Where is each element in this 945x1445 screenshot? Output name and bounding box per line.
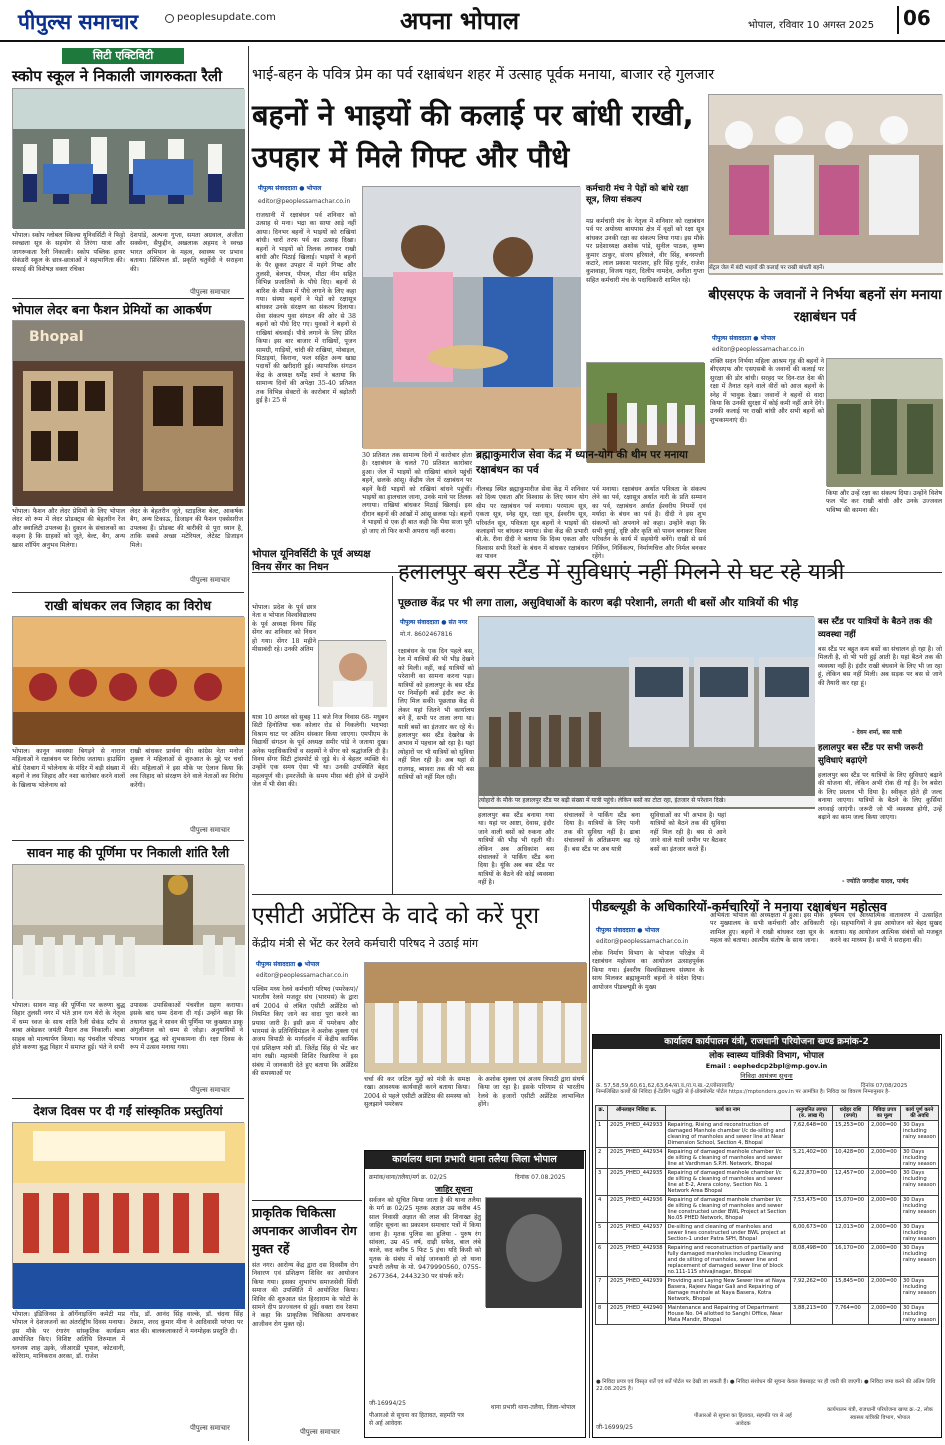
tender-cell: 6,22,870=00: [791, 1169, 833, 1196]
jail-caption: सेंट्रल जेल में बंदी भाइयों की कलाई पर राखी बांधती बहनें।: [709, 263, 943, 273]
bus-side1-title: बस स्टैंड पर यात्रियों के बैठने तक की व्यवस्था नहीं: [818, 617, 933, 640]
tender-cell: De-silting and cleaning of manholes and sewer lines constructed under BWL project at Section-1 under Patra SPH, Bhopal: [665, 1223, 791, 1244]
tender-cell: 2,000=00: [869, 1304, 901, 1325]
tender-row: [596, 1244, 939, 1277]
lovejihad-headline: राखी बांधकर लव जिहाद का विरोध: [44, 599, 212, 614]
police-notice: [364, 1150, 586, 1438]
tender-col-header: कार्य का नाम: [665, 1106, 791, 1121]
dateline: भोपाल, रविवार 10 अगस्त 2025: [748, 20, 875, 31]
leather-photo: [12, 320, 244, 505]
tender-cell: 2025_PHED_442935: [608, 1169, 666, 1196]
tender-cell: 7,92,262=00: [791, 1277, 833, 1304]
pwd-byline: पीपुल्स संवाददाता ● भोपाल: [596, 927, 660, 934]
leather-body-1: भोपाल। फैशन और लेदर प्रेमियों के लिए भोपाल लेदर शो रूम में लेदर प्रोडक्ट्स की बेहतरीन रेंज और क्वालिटी उपलब्ध है। दुकान के संचालकों का कहना है कि ग्राहकों को जूते, बेल्ट, बैग, अन्य खास शॉपिंग अनुभव मिलेगा।: [12, 508, 125, 549]
act-byline: पीपुल्स संवाददाता ● भोपाल: [256, 961, 320, 968]
tender-cell: 12,013=00: [833, 1223, 869, 1244]
tender-cell: 2,000=00: [869, 1277, 901, 1304]
shanti-body-1: भोपाल। सावन माह की पूर्णिमा पर करुणा बुद्ध विहार तुलसी नगर में भंते ज्ञान रत्न थेरो के नेतृत्व में धम्म ध्वज के साथ शांति रैली सेकंड स्टॉप से बाबा अंबेडकर जयंती मैदान तक निकाली। बाबा साहब को माल्यार्पण किया। यह पंचशील परिपाठ होते करुणा बुद्ध विहार में समाप्त हुई। भंते ने सभी: [12, 1002, 125, 1052]
tender-cell: 1: [596, 1121, 608, 1148]
lovejihad-photo: [12, 616, 244, 744]
vinay-portrait: [319, 641, 387, 707]
divider: [252, 894, 942, 895]
masthead: [0, 0, 945, 42]
tender-cell: 2,000=00: [869, 1244, 901, 1277]
tender-dept: लोक स्वास्थ्य यांत्रिकी विभाग, भोपाल: [709, 1051, 824, 1061]
police-sign: थाना प्रभारी थाना-तलैया, जिला-भोपाल: [490, 1404, 576, 1411]
tender-cell: 2,000=00: [869, 1196, 901, 1223]
globe-icon: [165, 14, 174, 23]
tender-ref: क्र. 57,58,59,60,61,62,63,64/सा.व./रा.प.ख.-2/लोस्वायावि/: [596, 1083, 734, 1089]
tender-table-wrap: [595, 1105, 939, 1375]
vinay-body-1: भोपाल। प्रदेश के पूर्व छात्र नेता व भोपाल विश्वविद्यालय के पूर्व अध्यक्ष विनय सिंह सेंगर का शनिवार को निधन हो गया। सेंगर 18 महीने मीसाबंदी रहे। उनकी अंतिम: [252, 604, 316, 654]
bus-mobile: मो.नं. 8602467816: [400, 631, 453, 638]
pwd-col-2: अभियंता भोपाल की अध्यक्षता में हुआ। इस मौके पर मुख्यालय के सभी कर्मचारी और अधिकारी शामिल हुए। बहनों ने राखी बांधकर रक्षा सूत्र के महत्व को बताया। आत्मीय संतोष के साथ जाना।: [710, 912, 824, 945]
bus-side1-body: बस स्टैंड पर बहुत कम बसों का संचालन हो रहा है। जो मिलती है, वो भी भरी हुई आती है। यहां बैठने तक की व्यवस्था नहीं है। इंदौर राखी बंधवाने के लिए भी जा रहा हूं, लेकिन बस नहीं मिली। अब सड़क पर बस से जाने की तैयारी कर रहा हूं।: [818, 646, 942, 687]
raksha-family-photo: [362, 186, 580, 448]
tender-cell: 30 Days including rainy season: [901, 1148, 939, 1169]
act-photo: [364, 962, 586, 1072]
lovejihad-body-1: भोपाल। कानून व्यवस्था बिगड़ने से नाराज महिलाओं ने रक्षाबंधन पर विरोध जताया। हाउसिंग बोर्ड ऐशबाग में भोलेनाथ के मंदिर में बड़ी संख्या में बहनों ने लव जिहाद और नशा कारोबार करने वालों के खिलाफ भोलेनाथ को: [12, 748, 125, 789]
pwd-email: editor@peoplessamachar.co.in: [596, 938, 689, 945]
leather-shop-image: [13, 321, 245, 506]
tender-table-body: [596, 1121, 939, 1325]
tender-cell: 30 Days including rainy season: [901, 1277, 939, 1304]
pwd-col-1: लोक निर्माण विभाग के भोपाल परिक्षेत्र में रक्षाबंधन महोत्सव का आयोजन उत्साहपूर्वक किया गया। ईश्वरीय विश्वविद्यालय संस्थान के साथ मिलकर ब्रह्माकुमारी बहनों ने संदेश दिया। आयोजन पीडब्ल्यूडी के मुख्य: [592, 950, 704, 991]
tender-cell: 2025_PHED_442940: [608, 1304, 666, 1325]
divider: [12, 298, 244, 299]
tender-notes: ● निविदा प्रपत्र एवं विस्तृत शर्तें एवं शर्तें पोर्टल पर देखी जा सकती हैं। ● निविदा संशोधन की सूचना केवल वेबसाइट पर ही जारी की जाएगी। ● निविदा जमा करने की अंतिम तिथि 22.08.2025 है।: [596, 1379, 936, 1392]
leather-headline: भोपाल लेदर बना फैशन प्रेमियों का आकर्षण: [12, 302, 212, 317]
bsf-body-1: शक्ति सदन निर्भया महिला आश्रम गृह की बहनों ने बीएसएफ और एसएसबी के जवानों की कलाई पर सुरक्षा की डोर बांधी। सरहद पर दिन-रात देश की रक्षा में तैनात रहने वाले वीरों को आज बहनों के स्नेह में भावुक देखा। जवानों ने बहनों से वादा किया कि उनकी सुरक्षा में कोई कमी नहीं आने देंगे। उनकी कलाई पर राखी बांधी और सभी बहनों को शुभकामनाएं दी।: [710, 358, 824, 424]
tender-nit: निविदा आमंत्रण सूचना: [740, 1072, 793, 1080]
lovejihad-credit: पीपुल्स समाचार: [190, 826, 230, 834]
prakritik-body-1: संत नगर। आरोग्य केंद्र द्वारा दस दिवसीय रोग निवारण एवं प्रशिक्षण शिविर का आयोजन किया गया। इसका शुभारंभ समाजसेवी सिंधी समाज की उपस्थिति में आयोजित किया। शिविर की शुरुआत संत हिरदाराम के फोटो के सामने दीप प्रज्ज्वलन से हुई। वक्ता राव रेशमा ने कहा कि प्राकृतिक चिकित्सा अपनाकर आजीवन रोग मुक्त रहें।: [252, 1262, 358, 1328]
tender-sign-2: कार्यपालन यंत्री, राजधानी परियोजना खण्ड क्र.-2, लोक स्वास्थ्य यांत्रिकी विभाग, भोपाल: [827, 1407, 933, 1421]
rally-headline: स्कोप स्कूल ने निकाली जागरुकता रैली: [12, 67, 222, 85]
tender-cell: 2025_PHED_442939: [608, 1277, 666, 1304]
tender-col-header: क्र.: [596, 1106, 608, 1121]
bus-side1-name: - देवम शर्मा, बस यात्री: [852, 729, 902, 736]
bsf-photo: [826, 358, 942, 486]
tender-cell: 15,070=00: [833, 1196, 869, 1223]
tender-cell: 2025_PHED_442938: [608, 1244, 666, 1277]
bus-side2-title: हलालपुर बस स्टैंड पर सभी जरूरी सुविधाएं बढ़ाएंगे: [818, 743, 923, 766]
divider: [12, 1098, 244, 1099]
tender-cell: 6: [596, 1244, 608, 1277]
shanti-body-2: उपासक उपासिकाओं पंचशील ग्रहण कराया। इसके बाद धम्म देशना दी गई। उन्होंने कहा कि तथागत बुद्ध ने सावन की पूर्णिमा पर कुख्यात डाकू अंगुलीमाल को धम्म से जोड़ा। अनुयायियों ने भगवान बुद्ध को शुभकामना दी। रक्षा दिवस के रूप में उत्सव मनाया गया।: [130, 1002, 243, 1052]
tender-cell: 7,62,648=00: [791, 1121, 833, 1148]
tender-cell: Repairing of damaged manhole chamber I/c de silting & cleaning of manholes and sewer line at Vardhman S.P.H. Network, Bhopal: [665, 1148, 791, 1169]
tender-cell: 2,000=00: [869, 1169, 901, 1196]
shanti-headline: सावन माह की पूर्णिमा पर निकाली शांति रैली: [26, 845, 230, 860]
act-col-2: चर्चा की कर जटिल मुद्दों को मंत्री के समक्ष रखा। आवश्यक कार्यवाही करने बताया किया। 2004 से पहले एसीटी अप्रेंटिस की समस्या को सुलझाने पमरेकप: [364, 1076, 470, 1109]
peace-rally-image: [13, 865, 245, 1000]
tender-col-header: ऑनलाइन निविदा क्र.: [608, 1106, 666, 1121]
divider: [12, 840, 244, 841]
police-code: जी-16994/25: [369, 1400, 406, 1407]
police-pro: पीआरओ से सूचना का हितावत, सहमति पत्र से अर्ह आवेदक: [369, 1412, 464, 1427]
deceased-photo: [485, 1197, 581, 1307]
tender-cell: 7,53,475=00: [791, 1196, 833, 1223]
tender-cell: 2025_PHED_442936: [608, 1196, 666, 1223]
bus-col-2: हलालपुर बस स्टैंड बनाया गया था। यहां पर आष्टा, देवास, इंदौर जाने वाली बसों को रुकना और यात्रियों की भीड़ भी रहती थी। लेकिन अब अधिकांश बस संचालकों ने पार्किंग स्टैंड बना दिया है। यूंकि अब बस स्टैंड पर यात्रियों के बैठने की कोई व्यवस्था नहीं है।: [478, 812, 554, 887]
tender-row: [596, 1277, 939, 1304]
police-title: जाहिर सूचना: [435, 1185, 473, 1194]
tender-row: [596, 1304, 939, 1325]
police-ref: क्रमांक/थाना/तलैया/मर्ग क्र. 02/25: [369, 1174, 447, 1181]
tender-cell: 30 Days including rainy season: [901, 1196, 939, 1223]
deshdivas-photo: [12, 1122, 244, 1308]
tender-cell: 30 Days including rainy season: [901, 1121, 939, 1148]
act-col-3: के अशोक शुक्ला एवं अजय त्रिपाठी द्वारा संघर्ष किया जा रहा है। इसके परिणाम से भारतीय रेलवे के हजारों एसीटी अप्रेंटिस लाभान्वित होंगे।: [478, 1076, 584, 1109]
tender-cell: 6,00,673=00: [791, 1223, 833, 1244]
bus-side2-name: - ज्योति जगदीश यादव, पार्षद: [842, 878, 909, 885]
jail-rakhi-image: [709, 95, 943, 275]
temple-rakhi-image: [13, 617, 245, 745]
vinay-photo: [318, 640, 386, 706]
bsf-body-2: किया और उन्हें रक्षा का संकल्प दिया। उन्होंने विशेष फल भेंट कर राखी बांधी और उनके उज्जवल भविष्य की कामना की।: [826, 490, 942, 514]
bsf-image: [827, 359, 943, 487]
bus-col-3: संचालकों ने पार्किंग स्टैंड बना दिया है। यात्रियों के लिए पानी तक की सुविधा नहीं है। ढाबा संचालकों के अतिक्रमण बढ़ रहे हैं। बस स्टैंड पर अब यात्री: [564, 812, 640, 853]
deshdivas-credit: पीपुल्स समाचार: [190, 1424, 230, 1432]
leather-credit: पीपुल्स समाचार: [190, 576, 230, 584]
bus-photo: [478, 616, 814, 808]
tender-cell: 8,08,498=00: [791, 1244, 833, 1277]
tender-col-header: धरोहर राशि (रुपये): [833, 1106, 869, 1121]
minister-meeting-image: [365, 963, 587, 1073]
tender-cell: 8: [596, 1304, 608, 1325]
vinay-body-2: यात्रा 10 अगस्त को सुबह 11 बजे निज निवास 68- मधुबन सिटी हिनोतिया चक कोलार रोड से निकलेगी। भदभदा विश्राम घाट पर अंतिम संस्कार किया जाएगा। एमपीएम के विद्यार्थी संगठन के पूर्व अध्यक्ष समीर पांडे ने जताया दुख। अनेक पदाधिकारियों व सदस्यों ने सेंगर को श्रद्धांजलि दी है। विनय सेंगर सिटी ट्रांसपोर्ट से जुड़े थे। वे बेहतर व्यक्ति थे। उन्होंने एक समय ऐसा भी था। उनकी उपस्थिति बेहद महत्वपूर्ण थी। इमरजेंसी के समय मीसा बंदी होने से उन्होंने जेल में भी सेवा की।: [252, 714, 388, 789]
tender-cell: 2025_PHED_442937: [608, 1223, 666, 1244]
tender-col-header: कार्य पूर्ण करने की अवधि: [901, 1106, 939, 1121]
tender-email: Email : eephedcp2bpl@mp.gov.in: [705, 1062, 828, 1070]
pwd-headline: पीडब्ल्यूडी के अधिकारियों-कर्मचारियों ने मनाया रक्षाबंधन महोत्सव: [592, 899, 887, 914]
vinay-headline: भोपाल यूनिवर्सिटी के पूर्व अध्यक्ष विनय सेंगर का निधन: [252, 549, 371, 573]
rally-credit: पीपुल्स समाचार: [190, 288, 230, 296]
cultural-event-image: [13, 1123, 245, 1309]
brahma-body-1: नीलबड़ स्थित ब्रह्माकुमारीज सेवा केंद्र में शनिवार को दिव्य एकता और विश्वास के लिए ध्यान योग थीम पर रक्षाबंधन पर्व मनाया। परमात्म सूत्र, एकता सूत्र, स्नेह सूत्र, रक्षा सूत्र, ईश्वरीय सूत्र, परिवर्तन सूत्र, पवित्रता सूत्र बहनों ने भाइयों की कलाइयों पर बांधकर मनाया। सेवा केंद्र की प्रभारी बी.के. रीना दीदी ने बताया कि दिव्य एकता और विश्वास सभी रिश्तों के बंधन में बांधकर रक्षाबंधन का पावन: [476, 486, 588, 561]
bus-stand-image: [479, 617, 815, 809]
rakhi-family-image: [363, 187, 581, 449]
shanti-credit: पीपुल्स समाचार: [190, 1086, 230, 1094]
tender-notice: [592, 1034, 942, 1438]
tender-cell: 12,457=00: [833, 1169, 869, 1196]
karmchari-headline: कर्मचारी मंच ने पेड़ों को बांधे रक्षा सूत्र, लिया संकल्प: [586, 184, 689, 205]
bus-col-1: रक्षाबंधन के एक दिन पहले बस, रेल में यात्रियों की भी भीड़ देखने को मिली। वहीं, कई यात्रियों को परेशानी का सामना करना पड़ा। यात्रियों को हलालपुर के बस स्टैंड पर निर्मोहनी बसें इंदौर रूट के लिए मिल सकी। पूछताछ केंद्र से लेकर यहां जितने भी कार्यालय बने हैं, सभी पर ताला लगा था। यात्री बसों का इंतजार कर रहे थे। हलालपुर बस स्टैंड देखरेख के अभाव में पहचान खो रहा है। यहां त्योहारों पर भी यात्रियों को सुविधा नहीं मिल रही है। अब यहां से राजगढ़, ब्यावरा तक की भी बस यात्रियों को नहीं मिल रही।: [398, 648, 474, 782]
brahma-body-2: पर्व मनाया। रक्षाबंधन अर्थात पवित्रता के संकल्प लेने का पर्व, रक्षासूत्र अर्थात नारी के प्रति सम्मान का पर्व, रक्षाबंधन अर्थात ईश्वरीय नियमों एवं मर्यादा के बंधन का पर्व है। दीदी ने इस शुभ संकल्पों को अपनाने को कहा। उन्होंने कहा कि सभी बुराई, दृष्टि और कृति को पावन बनाकर विश्व परिवर्तन के कार्य में सहयोगी बनेंगे। राखी से सर्व निर्विघ्न, निर्विकल्प, निर्माणचित्त और निर्मल बनकर रहेंगे।: [592, 486, 706, 561]
tender-date: दिनांक 07/08/2025: [861, 1083, 908, 1089]
tender-cell: 7,764=00: [833, 1304, 869, 1325]
tender-row: [596, 1196, 939, 1223]
bus-headline: हलालपुर बस स्टैंड में सुविधाएं नहीं मिलने से घट रहे यात्री: [398, 560, 845, 585]
tender-cell: 2,000=00: [869, 1148, 901, 1169]
tender-cell: 30 Days including rainy season: [901, 1223, 939, 1244]
act-subhead: केंद्रीय मंत्री से भेंट कर रेलवे कर्मचारी परिषद ने उठाई मांग: [252, 937, 479, 950]
karmchari-body: मप्र कर्मचारी मंच के नेतृत्व में शनिवार को रक्षाबंधन पर्व पर अयोध्या बायपास क्षेत्र में वृक्षों को रक्षा सूत्र बांधकर उनकी रक्षा का संकल्प लिया गया। इस मौके पर प्रदेशाध्यक्ष अशोक पांडे, सुनील पाठक, कृष्ण कुमार ठाकुर, संजय हरियाले, वीर सिंह, बनस्पत्ती कटारे, लाल प्रकाश पाराशर, हरि सिंह गुर्जर, राजेश कुशवाहा, विजय गहरा, दिलीप नामदेव, अनीता गुप्ता सहित कर्मचारी मंच के पदाधिकारी शामिल रहे।: [586, 218, 704, 284]
lovejihad-body-2: राखी बांधकर प्रार्थना की। कांग्रेस नेता मनोज शुक्ला ने महिलाओं से शुरुआत के मुद्दे पर चर्चा की। महिलाओं ने इस मौके पर ऐलान किया कि लव जिहाद को संरक्षण देने वाले नेताओं का विरोध करेंगी।: [130, 748, 243, 789]
tender-cell: 2025_PHED_442934: [608, 1148, 666, 1169]
divider: [12, 592, 244, 593]
deshdivas-body-2: गोंड, डॉ. आनंद सिंह वाल्के, डॉ. चंदना सिंह टेकाम, शरद कुमार मीना ने आदिवासी परंपरा पर बात की। बालकलाकारों ने मनमोहक प्रस्तुति दी।: [130, 1311, 243, 1335]
prakritik-credit: पीपुल्स समाचार: [300, 1428, 340, 1436]
tender-intro: निम्नलिखित कार्यों की निविदा ई-टेंडरिंग पद्धति से ई-प्रोक्योरमेंट पोर्टल https://mptenders.gov.in पर आमंत्रित है। निविदा का विवरण निम्नानुसार है-: [596, 1089, 890, 1095]
tender-code: जी-16999/25: [596, 1424, 633, 1431]
bus-side2-body: हलालपुर बस स्टैंड पर यात्रियों के लिए सुविधाएं बढ़ाने की योजना थी, लेकिन अभी रोक दी गई है। रेन बसेरा के लिए प्रस्ताव भी दिया है। स्वीकृत होते ही जल्द बनाया जाएगा। यात्रियों के बैठने के लिए कुर्सियां लगवाई जाएंगी। जरूरी जो भी व्यवस्था होगी, उन्हें बढ़ाने का काम जल्द किया जाएगा।: [818, 772, 942, 822]
tender-office: कार्यालय कार्यपालन यंत्री, राजधानी परियोजना खण्ड क्रमांक-2: [593, 1035, 940, 1049]
tree-photo: [586, 362, 704, 462]
rally-photo: [12, 88, 244, 228]
police-office: कार्यालय थाना प्रभारी थाना तलैया जिला भोपाल: [365, 1151, 584, 1169]
act-col-1: पश्चिम मध्य रेलवे कर्मचारी परिषद (पमरेकप)/भारतीय रेलवे मजदूर संघ (भारमसं) के द्वारा वर्ष 2004 से लंबित एसीटी अप्रेंटिस को नियमित किए जाने का वादा पूरा करने का प्रयास जारी है। इसी क्रम में पमरेकप और भारमसं के प्रतिनिधिमंडल ने अशोक शुक्ला एवं अजय त्रिपाठी के मार्गदर्शन में केंद्रीय कार्मिक एवं प्रशिक्षण मंत्री डॉ. जितेंद्र सिंह से भेंट कर मांग रखी। महामंत्री शिशिर रिछारिया ने इस संबंध में जानकारी देते हुए बताया कि अप्रेंटिस की समस्याओं पर: [252, 986, 358, 1078]
tender-cell: 15,253=00: [833, 1121, 869, 1148]
deshdivas-body-1: भोपाल। इंडिजिनस डे ऑर्गेनाइजिंग कमेटी मप्र भोपाल ने देशजजनों का अंतर्राष्ट्रीय दिवस मनाया। इस मौके पर रंगारंग सांस्कृतिक कार्यक्रम आयोजित किए। विशिष्ट अतिथि तिरुमाल में धनजय शाह उइके, जीआरडी भूपाल, कोटवानी, कोरेराम, मानिकराव अरका, डॉ. राजेश: [12, 1311, 125, 1361]
tender-sign-1: पीआरओ से सूचना का हितावत, सहमति पत्र से अर्ह आवेदक: [694, 1413, 792, 1427]
tender-row: [596, 1223, 939, 1244]
leather-body-2: लेदर के बेहतरीन जूते, स्टाइलिश बेल्ट, आकर्षक बैग, अन्य टिकाऊ, डिजाइन की फैशन एक्सेसरीज उपलब्ध हैं। प्रोडक्ट की बारीकी से पूरा ध्यान है, ताकि सबसे अच्छा मटेरियल, लेटेस्ट डिजाइन मिले।: [130, 508, 243, 549]
tender-cell: 7: [596, 1277, 608, 1304]
raksha-col-2: 30 प्रतिशत तक सामान्य दिनों में कारोबार होता है। रक्षाबंधन के चलते 70 प्रतिशत कारोबार हुआ। जेल में भाइयों को राखियां बांधने पहुंचीं बहनें, छलके आंसू। केंद्रीय जेल में रक्षाबंधन पर बहनें कैदी भाइयों को राखियां बांधने पहुंचीं। भाइयों का हालचाल जाना, उनके माथे पर तिलक लगाया। राखियां बांधकर मिठाई खिलाई। इस दौरान बहनों की आंखों में आंसू छलक पड़े। बहनों ने भाइयों से एक ही बात कही कि भैया सजा पूरी हो जाए तो फिर कभी अपराध नहीं करना।: [362, 452, 472, 535]
column-rule: [392, 576, 393, 894]
logo: पीपुल्स समाचार: [18, 10, 139, 34]
tender-cell: 30 Days including rainy season: [901, 1169, 939, 1196]
tender-cell: Maintenance and Repairing of Department House No. 04 allotted to Sanghi Office, Near Mata Mandir, Bhopal: [665, 1304, 791, 1325]
rally-image: [13, 89, 245, 229]
divider: [252, 1200, 362, 1201]
tender-row: [596, 1148, 939, 1169]
police-date: दिनांक 07.08.2025: [515, 1174, 566, 1181]
tender-cell: 30 Days including rainy season: [901, 1304, 939, 1325]
rally-body-2: देशपांडे, अल्पना गुप्ता, समता अग्रवाल, अंजीता सक्सेना, सैफुद्दीन, अखलाक अहमद ने स्वच्छ भारत अभियान के महत्व, स्वास्थ्य पर प्रभाव बताया। प्रिंसिपल डॉ. प्रकृति चतुर्वेदी ने सराहना की।: [130, 232, 243, 273]
brahma-headline: ब्रह्माकुमारीज सेवा केंद्र में ध्यान-योग की थीम पर मनाया रक्षाबंधन का पर्व: [476, 449, 688, 476]
leather-sign: Bhopal: [29, 329, 84, 345]
police-body: सर्वजन को सूचित किया जाता है की थाना तलैया के मर्ग क्र 02/25 मृतक अज्ञात उम्र करीब 45 साल निवासी अज्ञात की लाश की शिनाख्त हेतु जाहिर सूचना का प्रकाशन समाचार पत्रों में किया जाना है। मृतक पुलिस का हुलिया - पुरुष रंग सांवला, उम्र 45 वर्ष, दाढ़ी सफेद, बाल लंबे काले, कद करीब 5 फिट 5 इंच। यदि किसी को मृतक के संबंध में कोई जानकारी हो तो थाना प्रभारी तलैया के मो. 9479990560, 0755-2677364, 2443230 पर संपर्क करें।: [369, 1197, 481, 1280]
pwd-col-3: हर्षमय एवं आध्यात्मिक वातावरण में उत्साहित रहे। सहभागियों ने इस आयोजन को बेहद सुखद बताया। यह आयोजन आत्मिक संबंधों को मजबूत करने का माध्यम है। सभी ने सराहना की।: [830, 912, 942, 945]
tender-cell: 5,21,402=00: [791, 1148, 833, 1169]
act-email: editor@peoplessamachar.co.in: [256, 972, 349, 979]
city-activity-tag: सिटी एक्टिविटी: [62, 48, 184, 64]
tender-cell: 16,170=00: [833, 1244, 869, 1277]
tender-cell: 10,428=00: [833, 1148, 869, 1169]
tender-cell: Repairing of damaged manhole chamber I/c de silting & cleaning of manholes and sewer line at E-2, Arera colony, Section No. 1 Network Area Bhopal: [665, 1169, 791, 1196]
tender-col-header: निविदा प्रपत्र का मूल्य: [869, 1106, 901, 1121]
bsf-byline: पीपुल्स संवाददाता ● भोपाल: [712, 335, 776, 342]
tender-cell: 30 Days including rainy season: [901, 1244, 939, 1277]
prakritik-headline: प्राकृतिक चिकित्सा अपनाकर आजीवन रोग मुक्त रहें: [252, 1205, 357, 1256]
raksha-col-1: राजधानी में रक्षाबंधन पर्व शनिवार को उत्साह से मना। भद्रा का साया आड़े नहीं आया। दिनभर बहनों ने भाइयों को राखियां बांधी। चारों तरफ पर्व का उत्साह दिखा। बहनों ने भाइयों को तिलक लगाकर राखी बांधी और मिठाई खिलाई। भाइयों ने बहनों के पैर छूकर उपहार में महंगे गिफ्ट और तुलसी, बेलपत्र, पीपल, मीठा नीम सहित विभिन्न प्रजातियों के पौधे दिए। बहनों से बारिश के मौसम में पौधे लगाने के लिए कहा गया। संस्था बहनों ने पेड़ों को रक्षासूत्र बांधकर उनके संरक्षण का संकल्प दिलाया। सेवा संकल्प युवा संगठन की ओर से 38 बहनों को पौधे दिए गए। युवकों ने बहनों से राखियां बंधवाईं। पौधे लगाने के लिए प्रेरित किया। इस बार बाजार में राखियों, पूजन सामग्री, गाड़ियों, चांदी की राखियां, मोबाइल, मिठाइयां, किराना, फल सहित अन्य खाद्य पदार्थों की खरीदारी हुई। व्यापारिक संगठन केंद्र के अध्यक्ष धर्मेंद्र शर्मा ने बताया कि सामान्य दिनों की अपेक्षा 35-40 प्रतिशत तक विभिन्न सेक्टरों के कारोबार में बढ़ोतरी हुई है। 25 से: [256, 212, 356, 404]
act-headline: एसीटी अप्रेंटिस के वादे को करें पूरा: [252, 903, 540, 929]
tender-cell: 2025_PHED_442933: [608, 1121, 666, 1148]
bsf-headline: बीएसएफ के जवानों ने निर्भया बहनों संग मनाया रक्षाबंधन पर्व: [708, 287, 942, 325]
tender-cell: Providing and Laying New Sewer line at Naya Basera, Rajeev Nagar Gali and Repairing of damage manhole at Naya Basera, Kotra Network, Bhopal: [665, 1277, 791, 1304]
tender-cell: 3: [596, 1169, 608, 1196]
tender-cell: Repairing of damaged manhole chamber I/c de silting & cleaning of manholes and sewer line constructed under BWL Project at Section No.05 PHED Network, Bhopal: [665, 1196, 791, 1223]
bsf-email: editor@peoplessamachar.co.in: [712, 346, 805, 353]
section-title: अपना भोपाल: [400, 7, 520, 35]
jail-photo: [708, 94, 942, 274]
tender-cell: 5: [596, 1223, 608, 1244]
raksha-kicker: भाई-बहन के पवित्र प्रेम का पर्व रक्षाबंधन शहर में उत्साह पूर्वक मनाया, बाजार रहे गुलजार: [252, 67, 715, 83]
tender-row: [596, 1169, 939, 1196]
tender-cell: 2,000=00: [869, 1223, 901, 1244]
shanti-photo: [12, 864, 244, 999]
tender-col-header: अनुमानित लागत (रु. लाख में): [791, 1106, 833, 1121]
raksha-headline: बहनों ने भाइयों की कलाई पर बांधी राखी, उपहार में मिले गिफ्ट और पौधे: [252, 98, 694, 174]
raksha-email: editor@peoplessamachar.co.in: [258, 198, 351, 205]
bus-col-4: सुविधाओं का भी अभाव है। यहां यात्रियों को बैठने तक की सुविधा नहीं मिल रही है। बस से आने जाने वाले यात्री जमीन पर बैठकर बसों का इंतजार करते हैं।: [650, 812, 726, 853]
bus-byline: पीपुल्स संवाददाता ● संत नगर: [400, 619, 468, 626]
column-rule: [248, 46, 249, 1441]
tender-table: [595, 1105, 939, 1325]
website: peoplesupdate.com: [177, 12, 276, 23]
column-rule: [589, 898, 590, 1438]
tender-header-row: [596, 1106, 939, 1121]
tender-cell: 2: [596, 1148, 608, 1169]
tender-cell: Repairing, Rising and reconstruction of damaged Manhole chamber I/c de-silting and cleaning of manholes and sewer line at Near Dimension School, Section 4, Bhopal: [665, 1121, 791, 1148]
deceased-image: [486, 1198, 582, 1308]
deshdivas-headline: देशज दिवस पर दी गईं सांस्कृतिक प्रस्तुतियां: [33, 1104, 223, 1118]
tender-cell: 2,000=00: [869, 1121, 901, 1148]
tender-cell: Repairing and reconstruction of partially and fully damaged manholes including Cleaning and de silting of manholes, sewer line and replacement of damaged sewer line of block no.111-115 shivajinagar, Bhopal: [665, 1244, 791, 1277]
tender-cell: 15,845=00: [833, 1277, 869, 1304]
tender-row: [596, 1121, 939, 1148]
tender-cell: 3,88,213=00: [791, 1304, 833, 1325]
rally-body-1: भोपाल। स्कोप ग्लोबल स्किल्स यूनिवर्सिटी ने फिट्टो स्वच्छता सूत्र के सहयोग से तिरंगा यात्रा और जागरूकता रैली निकाली। स्कोप पब्लिक हायर सेकंडरी स्कूल के छात्र-छात्राओं ने सहभागिता की। सफाई की विशेषज्ञ वक्ता रचिका: [12, 232, 125, 273]
page-number: 06: [897, 6, 927, 34]
bus-subhead: पूछताछ केंद्र पर भी लगा ताला, असुविधाओं के कारण बढ़ी परेशानी, लगती थी बसों और यात्रियों की भीड़: [398, 597, 799, 609]
bus-caption: त्योहारों के मौके पर हलालपुर स्टैंड पर बढ़ी संख्या में यात्री पहुंचे। लेकिन बसों का टोटा रहा, इंतजार से परेशान दिखे।: [479, 796, 815, 807]
raksha-byline: पीपुल्स संवाददाता ● भोपाल: [258, 185, 322, 192]
tender-cell: 4: [596, 1196, 608, 1223]
